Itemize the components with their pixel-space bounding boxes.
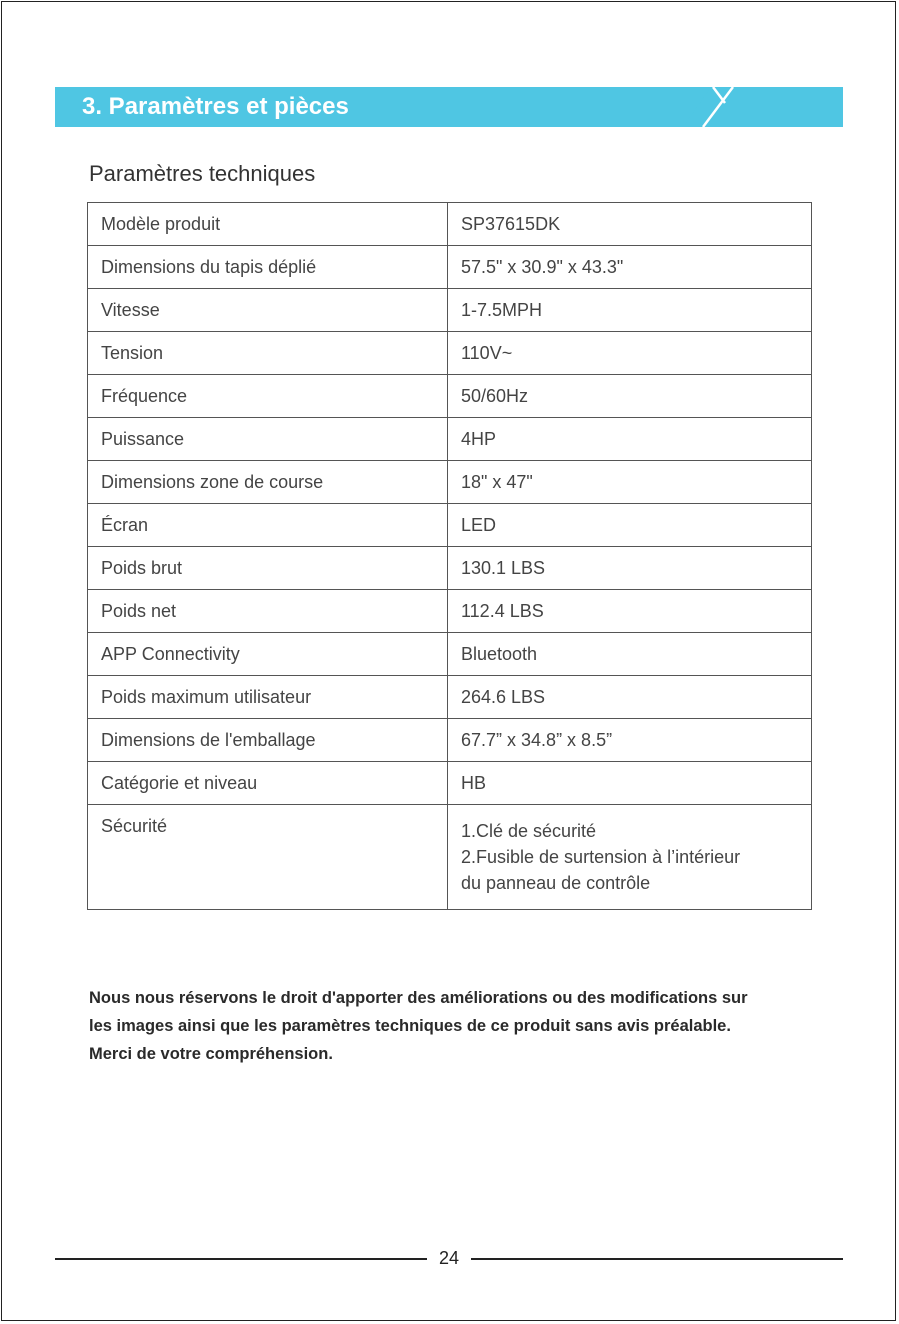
spec-label: Dimensions du tapis déplié (88, 246, 448, 289)
spec-label: Écran (88, 504, 448, 547)
table-row (88, 590, 812, 633)
spec-value: HB (448, 762, 812, 805)
spec-value: 112.4 LBS (448, 590, 812, 633)
spec-value: 57.5" x 30.9" x 43.3" (448, 246, 812, 289)
page-number: 24 (438, 1248, 460, 1268)
spec-value: 18" x 47" (448, 461, 812, 504)
spec-label: Vitesse (88, 289, 448, 332)
table-row (88, 375, 812, 418)
spec-value: 67.7” x 34.8” x 8.5” (448, 719, 812, 762)
spec-label: Dimensions zone de course (88, 461, 448, 504)
footer-rule-left (55, 1258, 427, 1260)
table-row (88, 418, 812, 461)
table-row (88, 676, 812, 719)
notice-line: les images ainsi que les paramètres techniques de ce produit sans avis préalable. (89, 1017, 731, 1035)
spec-label: Catégorie et niveau (88, 762, 448, 805)
spec-label: Poids brut (88, 547, 448, 590)
spec-value: 1-7.5MPH (448, 289, 812, 332)
spec-label: APP Connectivity (88, 633, 448, 676)
security-line: 2.Fusible de surtension à l’intérieur (461, 847, 741, 867)
spec-value: 50/60Hz (448, 375, 812, 418)
notice-line: Merci de votre compréhension. (89, 1045, 333, 1063)
table-row (88, 504, 812, 547)
table-row (88, 246, 812, 289)
spec-label: Poids maximum utilisateur (88, 676, 448, 719)
section-banner (55, 87, 843, 127)
section-title: 3. Paramètres et pièces (82, 93, 349, 120)
notice-text (89, 984, 819, 1068)
spec-value: 110V~ (448, 332, 812, 375)
spec-label: Poids net (88, 590, 448, 633)
spec-label: Fréquence (88, 375, 448, 418)
spec-label: Dimensions de l'emballage (88, 719, 448, 762)
spec-label: Tension (88, 332, 448, 375)
banner-decoration-icon (683, 87, 843, 127)
spec-value-security (448, 805, 812, 910)
table-row-security (88, 805, 812, 910)
table-row (88, 203, 812, 246)
table-row (88, 547, 812, 590)
spec-value: 4HP (448, 418, 812, 461)
table-row (88, 332, 812, 375)
table-row (88, 289, 812, 332)
table-row (88, 762, 812, 805)
spec-value: Bluetooth (448, 633, 812, 676)
security-line: 1.Clé de sécurité (461, 821, 597, 841)
spec-value: 130.1 LBS (448, 547, 812, 590)
specs-table (87, 202, 812, 910)
spec-value: 264.6 LBS (448, 676, 812, 719)
spec-label: Sécurité (88, 805, 448, 910)
table-row (88, 461, 812, 504)
table-row (88, 719, 812, 762)
notice-line: Nous nous réservons le droit d'apporter des améliorations ou des modifications sur (89, 989, 748, 1007)
spec-value: SP37615DK (448, 203, 812, 246)
table-row (88, 633, 812, 676)
spec-value: LED (448, 504, 812, 547)
security-line: du panneau de contrôle (461, 873, 651, 893)
spec-label: Puissance (88, 418, 448, 461)
footer-rule-right (471, 1258, 843, 1260)
spec-label: Modèle produit (88, 203, 448, 246)
specs-heading: Paramètres techniques (89, 161, 316, 186)
